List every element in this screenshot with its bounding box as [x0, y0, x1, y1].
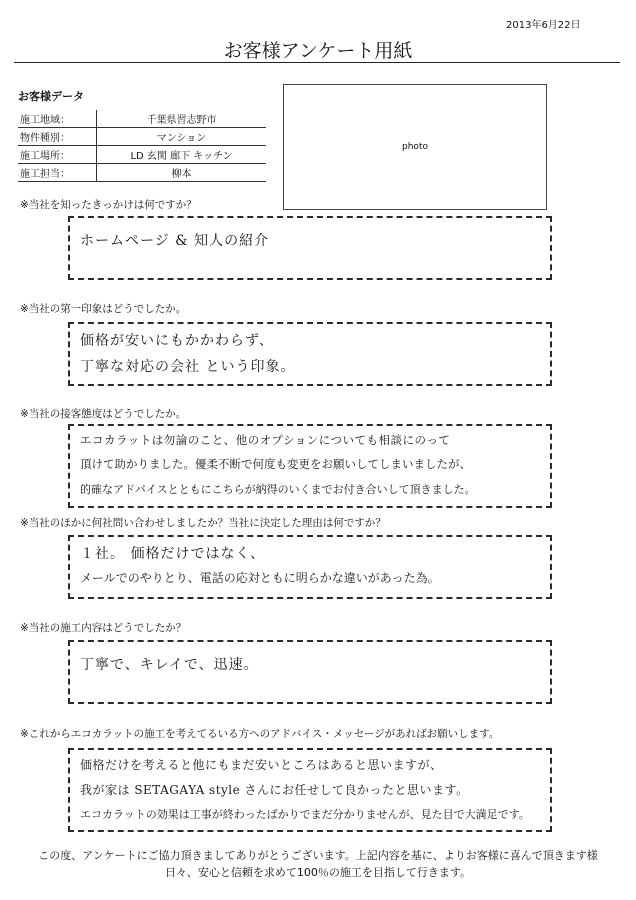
photo-label: photo [402, 142, 428, 152]
survey-date: 2013年6月22日 [506, 20, 581, 31]
answer-box-3 [68, 424, 552, 508]
answer-3-line-1: エコカラットは勿論のこと、他のオプションについても相談にのって [80, 433, 451, 447]
question-5: ※当社の施工内容はどうでしたか？ [20, 622, 187, 634]
answer-3-line-3: 的確なアドバイスとともにこちらが納得のいくまでお付き合いして頂きました。 [80, 483, 476, 496]
customer-data-table [18, 110, 266, 182]
answer-4-line-2: メールでのやりとり、電話の応対ともに明らかな違いがあった為。 [80, 571, 440, 585]
answer-1-line-1: ホームページ & 知人の紹介 [80, 233, 270, 249]
info-value: マンション [97, 128, 267, 146]
customer-data-heading: お客様データ [18, 90, 84, 103]
answer-2-line-1: 価格が安いにもかかわらず、 [80, 333, 274, 349]
info-label: 施工場所： [18, 146, 97, 164]
info-label: 施工地域： [18, 110, 97, 128]
question-2: ※当社の第一印象はどうでしたか。 [20, 303, 187, 315]
info-row-area [18, 110, 266, 128]
footer-message-line-2: 日々、安心と信頼を求めて100％の施工を目指して行きます。 [164, 866, 472, 879]
answer-box-5 [68, 640, 552, 704]
info-value: 千葉県習志野市 [97, 110, 267, 128]
question-3: ※当社の接客態度はどうでしたか。 [20, 408, 187, 420]
footer-message-line-1: この度、アンケートにご協力頂きましてありがとうございます。上記内容を基に、よりお客様に喜んで頂きます様 [38, 849, 598, 862]
info-row-location [18, 146, 266, 164]
answer-3-line-2: 頂けて助かりました。優柔不断で何度も変更をお願いしてしまいましたが、 [80, 457, 471, 471]
question-6: ※これからエコカラットの施工を考えてるいる方へのアドバイス・メッセージがあればお願いします。 [20, 728, 500, 740]
info-row-property-type [18, 128, 266, 146]
answer-box-4 [68, 535, 552, 599]
answer-2-line-2: 丁寧な対応の会社 という印象。 [80, 359, 296, 375]
answer-6-line-1: 価格だけを考えると他にもまだ安いところはあると思いますが、 [80, 758, 443, 772]
answer-box-6 [68, 748, 552, 832]
answer-6-line-3: エコカラットの効果は工事が終わったばかりでまだ分かりませんが、見た目で大満足です。 [80, 808, 530, 821]
page-title: お客様アンケート用紙 [223, 40, 413, 62]
answer-box-1 [68, 216, 552, 280]
title-divider [14, 62, 620, 63]
question-1: ※当社を知ったきっかけは何ですか？ [20, 199, 197, 211]
answer-5-line-1: 丁寧で、キレイで、迅速。 [80, 657, 259, 673]
info-label: 物件種別： [18, 128, 97, 146]
answer-4-line-1: １社。 価格だけではなく、 [80, 546, 266, 562]
info-value: 柳本 [97, 164, 267, 182]
answer-6-line-2: 我が家は SETAGAYA style さんにお任せして良かったと思います。 [80, 783, 469, 797]
answer-box-2 [68, 322, 552, 386]
question-4: ※当社のほかに何社問い合わせしましたか？当社に決定した理由は何ですか？ [20, 517, 386, 529]
info-value: LD 玄関 廊下 キッチン [97, 146, 267, 164]
info-row-staff [18, 164, 266, 182]
info-label: 施工担当： [18, 164, 97, 182]
